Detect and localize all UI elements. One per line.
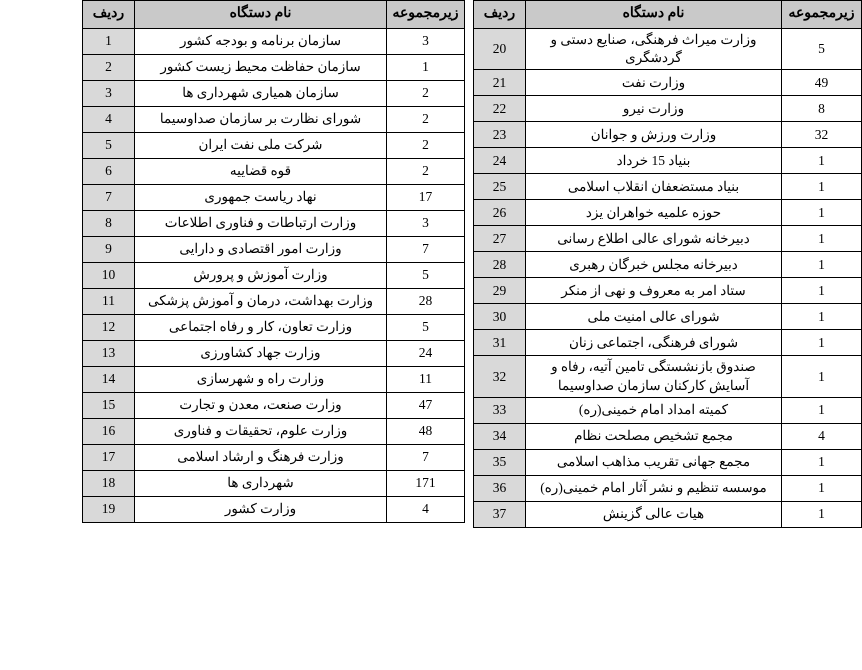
- cell-row-number: 26: [474, 200, 526, 226]
- cell-subcount: 2: [387, 107, 465, 133]
- table-row: [474, 475, 862, 501]
- cell-row-number: 23: [474, 122, 526, 148]
- cell-agency-name: حوزه علمیه خواهران یزد: [526, 200, 782, 226]
- table-row: [474, 96, 862, 122]
- cell-agency-name: شورای فرهنگی، اجتماعی زنان: [526, 330, 782, 356]
- table-row: [83, 107, 465, 133]
- cell-row-number: 36: [474, 475, 526, 501]
- cell-subcount: 8: [782, 96, 862, 122]
- cell-subcount: 47: [387, 393, 465, 419]
- cell-row-number: 8: [83, 211, 135, 237]
- table-row: [474, 397, 862, 423]
- table-head-main: [83, 1, 465, 29]
- agency-table-continued: [473, 0, 862, 528]
- cell-row-number: 2: [83, 55, 135, 81]
- cell-agency-name: وزارت میراث فرهنگی، صنایع دستی و گردشگری: [526, 29, 782, 70]
- table-row: [474, 174, 862, 200]
- cell-subcount: 4: [387, 497, 465, 523]
- cell-row-number: 31: [474, 330, 526, 356]
- cell-agency-name: وزارت جهاد کشاورزی: [135, 341, 387, 367]
- cell-row-number: 7: [83, 185, 135, 211]
- cell-agency-name: وزارت تعاون، کار و رفاه اجتماعی: [135, 315, 387, 341]
- cell-row-number: 10: [83, 263, 135, 289]
- cell-row-number: 21: [474, 70, 526, 96]
- cell-agency-name: وزارت صنعت، معدن و تجارت: [135, 393, 387, 419]
- cell-row-number: 28: [474, 252, 526, 278]
- cell-agency-name: سازمان همیاری شهرداری ها: [135, 81, 387, 107]
- cell-row-number: 27: [474, 226, 526, 252]
- cell-subcount: 1: [782, 200, 862, 226]
- cell-subcount: 1: [782, 148, 862, 174]
- cell-subcount: 32: [782, 122, 862, 148]
- table-row: [474, 70, 862, 96]
- table-row: [83, 237, 465, 263]
- table-row: [83, 289, 465, 315]
- cell-subcount: 1: [782, 304, 862, 330]
- table-row: [83, 497, 465, 523]
- cell-row-number: 14: [83, 367, 135, 393]
- table-row: [474, 200, 862, 226]
- table-row: [83, 315, 465, 341]
- header-agency-name: نام دستگاه: [135, 1, 387, 29]
- cell-row-number: 32: [474, 356, 526, 397]
- cell-row-number: 19: [83, 497, 135, 523]
- cell-subcount: 1: [782, 397, 862, 423]
- cell-agency-name: وزارت ارتباطات و فناوری اطلاعات: [135, 211, 387, 237]
- table-row: [83, 81, 465, 107]
- table-row: [474, 304, 862, 330]
- table-row: [474, 226, 862, 252]
- table-body-main: [83, 29, 465, 523]
- table-row: [474, 252, 862, 278]
- cell-row-number: 16: [83, 419, 135, 445]
- cell-agency-name: وزارت علوم، تحقیقات و فناوری: [135, 419, 387, 445]
- cell-subcount: 2: [387, 133, 465, 159]
- cell-row-number: 4: [83, 107, 135, 133]
- cell-subcount: 1: [782, 449, 862, 475]
- table-row: [83, 55, 465, 81]
- cell-agency-name: وزارت نفت: [526, 70, 782, 96]
- cell-subcount: 1: [782, 174, 862, 200]
- table-header-row: [83, 1, 465, 29]
- cell-agency-name: موسسه تنظیم و نشر آثار امام خمینی(ره): [526, 475, 782, 501]
- cell-row-number: 9: [83, 237, 135, 263]
- cell-row-number: 37: [474, 501, 526, 527]
- table-header-row: [474, 1, 862, 29]
- header-row-number: ردیف: [83, 1, 135, 29]
- cell-subcount: 2: [387, 159, 465, 185]
- cell-subcount: 1: [782, 356, 862, 397]
- cell-agency-name: وزارت راه و شهرسازی: [135, 367, 387, 393]
- table-row: [474, 330, 862, 356]
- cell-agency-name: وزارت نیرو: [526, 96, 782, 122]
- cell-agency-name: دبیرخانه شورای عالی اطلاع رسانی: [526, 226, 782, 252]
- cell-subcount: 24: [387, 341, 465, 367]
- cell-row-number: 11: [83, 289, 135, 315]
- cell-row-number: 24: [474, 148, 526, 174]
- cell-row-number: 13: [83, 341, 135, 367]
- cell-subcount: 5: [782, 29, 862, 70]
- table-row: [83, 419, 465, 445]
- cell-agency-name: دبیرخانه مجلس خبرگان رهبری: [526, 252, 782, 278]
- table-row: [83, 263, 465, 289]
- table-row: [474, 29, 862, 70]
- cell-subcount: 1: [782, 278, 862, 304]
- cell-subcount: 7: [387, 237, 465, 263]
- cell-row-number: 12: [83, 315, 135, 341]
- cell-subcount: 171: [387, 471, 465, 497]
- cell-subcount: 48: [387, 419, 465, 445]
- cell-subcount: 1: [782, 330, 862, 356]
- cell-agency-name: سازمان برنامه و بودجه کشور: [135, 29, 387, 55]
- cell-subcount: 5: [387, 315, 465, 341]
- table-row: [474, 501, 862, 527]
- table-row: [83, 211, 465, 237]
- cell-subcount: 28: [387, 289, 465, 315]
- cell-subcount: 4: [782, 423, 862, 449]
- cell-row-number: 30: [474, 304, 526, 330]
- cell-agency-name: ستاد امر به معروف و نهی از منکر: [526, 278, 782, 304]
- cell-agency-name: وزارت بهداشت، درمان و آموزش پزشکی: [135, 289, 387, 315]
- table-row: [83, 471, 465, 497]
- table-head-continued: [474, 1, 862, 29]
- cell-agency-name: وزارت آموزش و پرورش: [135, 263, 387, 289]
- table-body-continued: [474, 29, 862, 528]
- table-row: [83, 159, 465, 185]
- cell-subcount: 2: [387, 81, 465, 107]
- cell-row-number: 20: [474, 29, 526, 70]
- cell-agency-name: شرکت ملی نفت ایران: [135, 133, 387, 159]
- cell-row-number: 1: [83, 29, 135, 55]
- table-row: [474, 122, 862, 148]
- cell-subcount: 1: [782, 475, 862, 501]
- table-row: [83, 185, 465, 211]
- cell-row-number: 15: [83, 393, 135, 419]
- cell-agency-name: شورای عالی امنیت ملی: [526, 304, 782, 330]
- cell-row-number: 17: [83, 445, 135, 471]
- cell-agency-name: صندوق بازنشستگی تامین آتیه، رفاه و آسایش کارکنان سازمان صداوسیما: [526, 356, 782, 397]
- cell-agency-name: شورای نظارت بر سازمان صداوسیما: [135, 107, 387, 133]
- header-subcount: زیرمجموعه: [782, 1, 862, 29]
- cell-agency-name: مجمع تشخیص مصلحت نظام: [526, 423, 782, 449]
- table-row: [83, 133, 465, 159]
- cell-subcount: 1: [782, 252, 862, 278]
- table-row: [83, 393, 465, 419]
- cell-agency-name: نهاد ریاست جمهوری: [135, 185, 387, 211]
- table-row: [83, 445, 465, 471]
- cell-row-number: 22: [474, 96, 526, 122]
- table-row: [474, 423, 862, 449]
- cell-subcount: 7: [387, 445, 465, 471]
- cell-subcount: 17: [387, 185, 465, 211]
- cell-agency-name: مجمع جهانی تقریب مذاهب اسلامی: [526, 449, 782, 475]
- cell-row-number: 5: [83, 133, 135, 159]
- cell-subcount: 1: [387, 55, 465, 81]
- cell-agency-name: هیات عالی گزینش: [526, 501, 782, 527]
- cell-agency-name: وزارت کشور: [135, 497, 387, 523]
- cell-row-number: 34: [474, 423, 526, 449]
- cell-subcount: 1: [782, 226, 862, 252]
- cell-row-number: 33: [474, 397, 526, 423]
- cell-subcount: 3: [387, 29, 465, 55]
- cell-row-number: 6: [83, 159, 135, 185]
- cell-agency-name: وزارت ورزش و جوانان: [526, 122, 782, 148]
- cell-agency-name: قوه قضاییه: [135, 159, 387, 185]
- table-row: [474, 356, 862, 397]
- cell-subcount: 5: [387, 263, 465, 289]
- cell-agency-name: سازمان حفاظت محیط زیست کشور: [135, 55, 387, 81]
- cell-agency-name: وزارت امور اقتصادی و دارایی: [135, 237, 387, 263]
- table-row: [83, 341, 465, 367]
- cell-row-number: 25: [474, 174, 526, 200]
- cell-row-number: 35: [474, 449, 526, 475]
- header-agency-name: نام دستگاه: [526, 1, 782, 29]
- agency-table-main: [82, 0, 465, 523]
- header-row-number: ردیف: [474, 1, 526, 29]
- cell-agency-name: بنیاد مستضعفان انقلاب اسلامی: [526, 174, 782, 200]
- cell-agency-name: کمیته امداد امام خمینی(ره): [526, 397, 782, 423]
- cell-subcount: 49: [782, 70, 862, 96]
- table-row: [83, 29, 465, 55]
- table-row: [474, 148, 862, 174]
- cell-row-number: 3: [83, 81, 135, 107]
- cell-agency-name: بنیاد 15 خرداد: [526, 148, 782, 174]
- table-row: [474, 449, 862, 475]
- cell-agency-name: شهرداری ها: [135, 471, 387, 497]
- table-row: [474, 278, 862, 304]
- cell-row-number: 18: [83, 471, 135, 497]
- header-subcount: زیرمجموعه: [387, 1, 465, 29]
- cell-subcount: 1: [782, 501, 862, 527]
- cell-subcount: 11: [387, 367, 465, 393]
- table-row: [83, 367, 465, 393]
- cell-subcount: 3: [387, 211, 465, 237]
- cell-agency-name: وزارت فرهنگ و ارشاد اسلامی: [135, 445, 387, 471]
- cell-row-number: 29: [474, 278, 526, 304]
